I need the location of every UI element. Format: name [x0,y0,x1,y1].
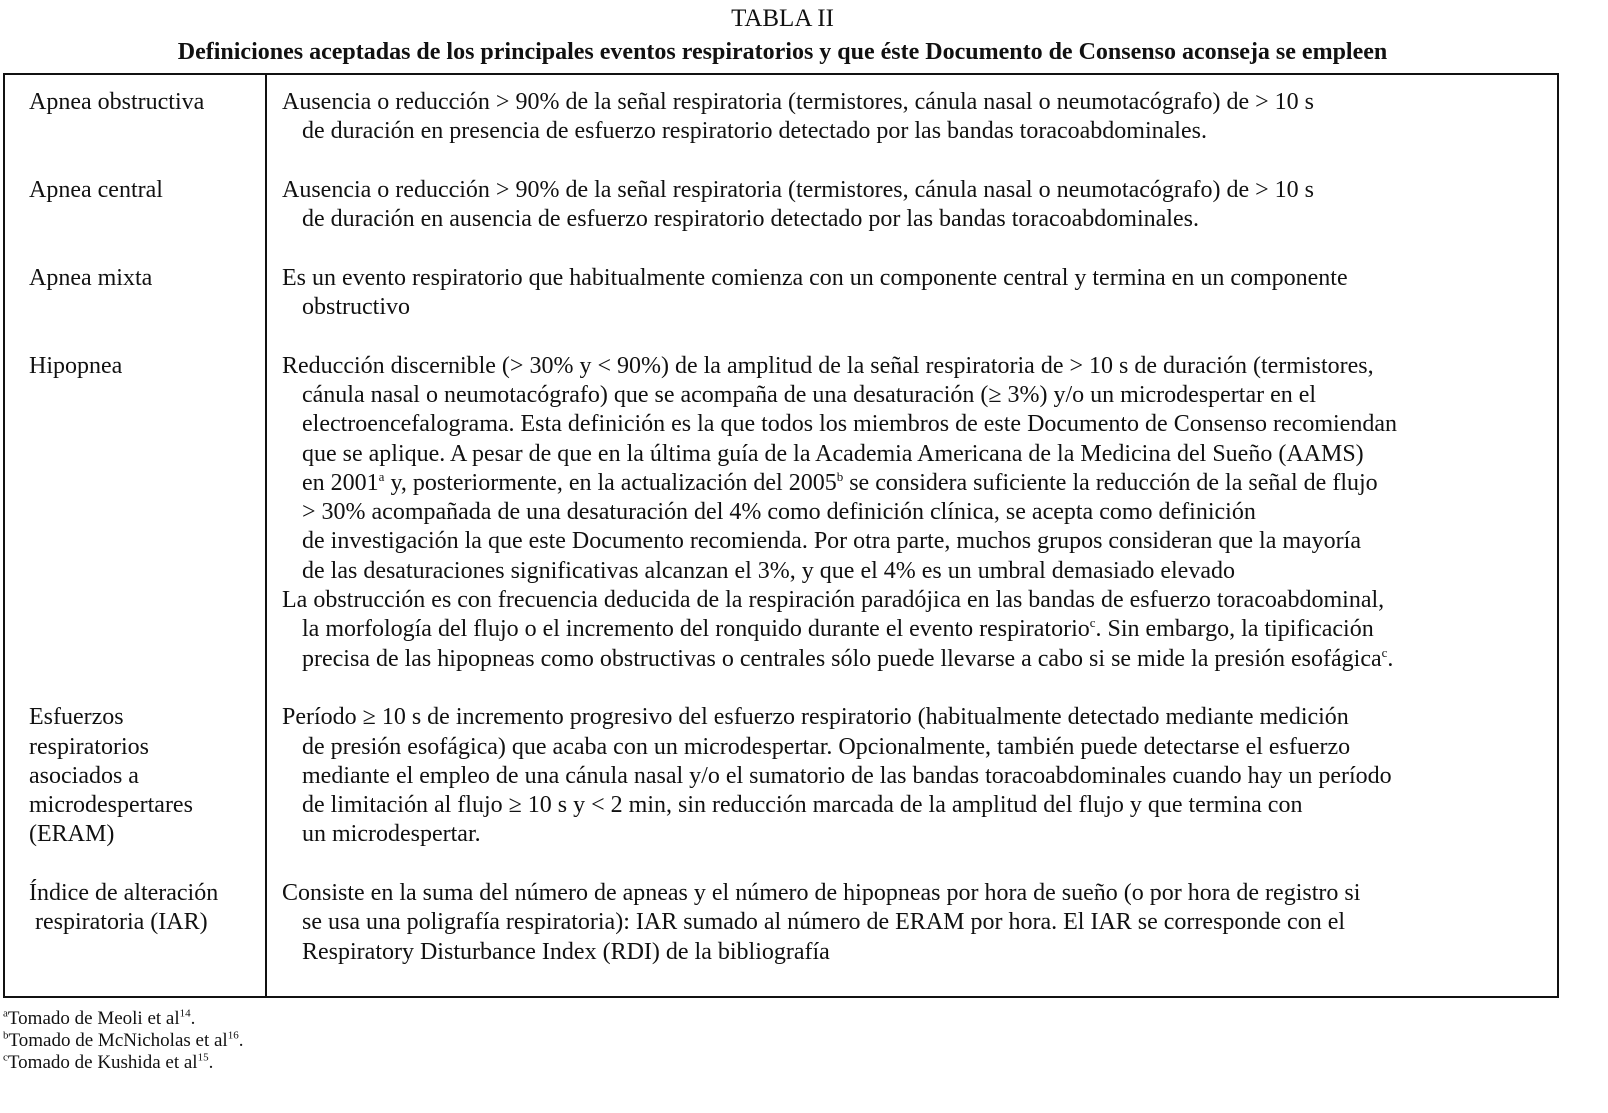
term-label: Apnea obstructiva [29,89,205,115]
definition-line: obstructivo [302,294,410,321]
definition-paragraph [282,352,1547,586]
footnotes [3,1008,1565,1074]
definition-line: en 2001$^a$ y, posteriormente, en la actualización del 2005$^b$ se considera suficiente la reducción de la señal de flujo [302,468,1378,496]
term-label: Esfuerzos respiratorios asociados a microdespertares (ERAM) [29,704,193,848]
table-row [5,879,1557,967]
footnote: $^a$Tomado de Meoli et $al^{14}$. [3,1007,196,1030]
definition-line: de duración en presencia de esfuerzo respiratorio detectado por las bandas toracoabdominales. [302,118,1207,145]
superscript-note-mark: b [3,1029,9,1042]
definition-line: La obstrucción es con frecuencia deducida de la respiración paradójica en las bandas de esfuerzo toracoabdominal, [282,587,1385,614]
definition-line: Período ≥ 10 s de incremento progresivo del esfuerzo respiratorio (habitualmente detectado mediante medición [282,704,1349,731]
definition-line: electroencefalograma. Esta definición es la que todos los miembros de este Documento de Consenso recomiendan [302,411,1397,438]
term-label: Índice de alteración respiratoria (IAR) [29,880,219,936]
table-rows [5,75,1557,967]
term-label: Apnea central [29,176,163,203]
table-row [5,176,1557,235]
definition-line: de investigación la que este Documento recomienda. Por otra parte, muchos grupos consideran que la mayoría [302,528,1361,555]
table-caption: Definiciones aceptadas de los principales eventos respiratorios y que éste Documento de Consenso aconseja se empleen [177,39,1388,65]
superscript-note-mark: 16 [227,1029,239,1042]
table-title: TABLA II [731,5,834,32]
definition-line: de las desaturaciones significativas alcanzan el 3%, y que el 4% es un umbral demasiado elevado [302,557,1235,584]
superscript-note-mark: c [3,1051,8,1064]
table-row [5,88,1557,147]
definition-line: de limitación al flujo ≥ 10 s y < 2 min, sin reducción marcada de la amplitud del flujo y que termina con [302,792,1303,819]
definition-line: Consiste en la suma del número de apneas y el número de hipopneas por hora de sueño (o por hora de registro si [282,880,1361,907]
definition-line: cánula nasal o neumotacógrafo) que se acompaña de una desaturación (≥ 3%) y/o un microdespertar en el [302,381,1317,408]
definition-paragraph [282,176,1547,235]
superscript-note-mark: a [378,468,385,484]
definition-paragraph [282,264,1547,323]
table-row [5,264,1557,323]
term-label: Hipopnea [29,352,123,379]
definition-line: de presión esofágica) que acaba con un microdespertar. Opcionalmente, también puede detectarse el esfuerzo [302,733,1351,760]
term-label: Apnea mixta [29,264,153,291]
definition-line: la morfología del flujo o el incremento del ronquido durante el evento respiratorio$^c$. Sin embargo, la tipificación [302,615,1374,643]
definition-line: de duración en ausencia de esfuerzo respiratorio detectado por las bandas toracoabdominales. [302,206,1199,233]
definition-line: > 30% acompañada de una desaturación del 4% como definición clínica, se acepta como definición [302,499,1256,526]
definition-cell [282,703,1557,849]
definition-paragraph [282,88,1547,147]
table-row [5,703,1557,849]
superscript-note-mark: 15 [197,1051,209,1064]
definition-cell [282,879,1557,967]
superscript-note-mark: c [1381,644,1388,660]
superscript-note-mark: 14 [179,1007,191,1020]
footnote: $^b$Tomado de McNicholas et $al^{16}$. [3,1029,244,1052]
definition-cell [282,352,1557,674]
superscript-note-mark: c [1089,615,1096,631]
definition-line: Ausencia o reducción > 90% de la señal respiratoria (termistores, cánula nasal o neumotacógrafo) de > 10 s [282,89,1315,115]
definition-cell [282,264,1557,323]
table-row [5,352,1557,674]
footnote: $^c$Tomado de Kushida et $al^{15}$. [3,1051,214,1074]
definition-line: precisa de las hipopneas como obstructivas o centrales sólo puede llevarse a cabo si se mide la presión esofágica$^c$. [302,644,1394,672]
definition-paragraph [282,586,1547,674]
definition-line: Es un evento respiratorio que habitualmente comienza con un componente central y termina en un componente [282,264,1348,291]
definition-line: se usa una poligrafía respiratoria): IAR sumado al número de ERAM por hora. El IAR se corresponde con el [302,909,1346,936]
definition-cell [282,88,1557,147]
definition-line: Ausencia o reducción > 90% de la señal respiratoria (termistores, cánula nasal o neumotacógrafo) de > 10 s [282,176,1315,203]
definition-cell [282,176,1557,235]
definition-paragraph [282,703,1547,849]
definition-line: Respiratory Disturbance Index (RDI) de la bibliografía [302,938,830,965]
definition-paragraph [282,879,1547,967]
definition-line: Reducción discernible (> 30% y < 90%) de la amplitud de la señal respiratoria de > 10 s de duración (termistores, [282,352,1374,379]
definition-line: un microdespertar. [302,821,481,848]
superscript-note-mark: b [836,468,844,484]
definition-line: mediante el empleo de una cánula nasal y/o el sumatorio de las bandas toracoabdominales cuando hay un período [302,762,1392,789]
definition-line: que se aplique. A pesar de que en la última guía de la Academia Americana de la Medicina del Sueño (AAMS) [302,440,1364,467]
definitions-table [3,73,1559,998]
superscript-note-mark: a [3,1007,8,1020]
